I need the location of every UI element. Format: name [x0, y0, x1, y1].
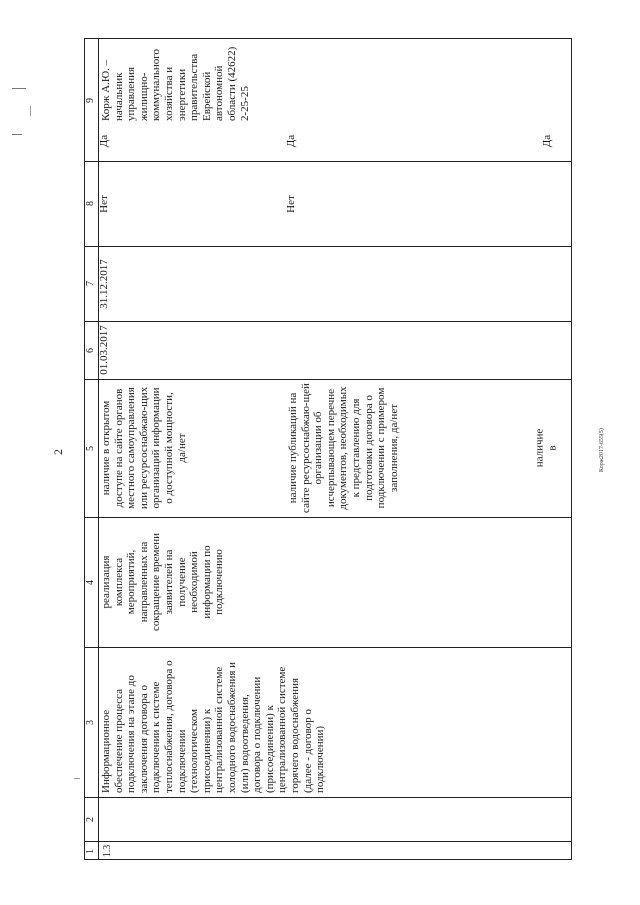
table-divider — [85, 321, 571, 322]
column-header: 9 — [85, 97, 96, 103]
cell-activity: реализация комплекса мероприятий, направленных на сокращение времени заявителей на получение необходимой информации по подключению — [100, 532, 226, 632]
scan-artifact — [12, 134, 22, 135]
column-header: 5 — [85, 445, 96, 451]
cell-start-date: 01.03.2017 — [98, 325, 110, 375]
cell-indicator: наличие в открытом доступе на сайте органов местного самоуправления или ресурсоснабжаю-щих организаций информации о доступной мощности, да/нет — [100, 386, 188, 510]
cell-baseline: Нет — [285, 194, 297, 213]
cell-baseline: Нет — [98, 194, 110, 213]
cell-indicator: наличие публикаций на сайте ресурсоснабжаю-щей организации об исчерпывающем перечне документов, необходимых к представлению для подготовки договора о подключении с примером заполнения, да/нет — [287, 383, 400, 513]
column-header: 2 — [85, 816, 96, 822]
measures-table — [84, 38, 572, 860]
scan-artifact — [12, 88, 26, 89]
column-header: 3 — [85, 719, 96, 725]
document-code: Корж2017-655(5) — [599, 428, 605, 472]
cell-responsible: Корж А.Ю. – начальник управления жилищно-коммунального хозяйства и энергетики правительства Еврейской автономной области (42622) 2-25-25 — [100, 46, 251, 121]
column-header: 4 — [85, 579, 96, 585]
table-divider — [85, 841, 571, 842]
cell-target: Да — [541, 134, 553, 148]
table-divider — [85, 246, 571, 247]
table-divider — [85, 379, 571, 380]
cell-target: Да — [98, 134, 110, 148]
table-divider — [85, 647, 571, 648]
table-divider — [85, 517, 571, 518]
column-header: 6 — [85, 347, 96, 353]
column-header: 1 — [85, 848, 96, 854]
cell-end-date: 31.12.2017 — [98, 258, 110, 309]
scan-artifact — [74, 778, 80, 779]
table-divider — [85, 161, 571, 162]
column-header: 7 — [85, 281, 96, 286]
table-divider — [85, 797, 571, 798]
row-number: 1.3 — [102, 844, 113, 858]
cell-indicator: наличие в — [533, 428, 558, 468]
page-number: 2 — [51, 449, 65, 455]
cell-measure: Информационное обеспечение процесса подключения на этапе до заключения договора о подключении к системе теплоснабжения, договора о подключении (технологическом присоединении) к централизованной системе холодного водоснабжения и (или) водоотведения, договора о подключении (присоединении) к централизованной системе горячего водоснабжения (далее - договор о подключении) — [100, 660, 327, 793]
cell-target: Да — [285, 134, 297, 148]
column-header: 8 — [85, 201, 96, 206]
scan-artifact — [30, 106, 31, 116]
